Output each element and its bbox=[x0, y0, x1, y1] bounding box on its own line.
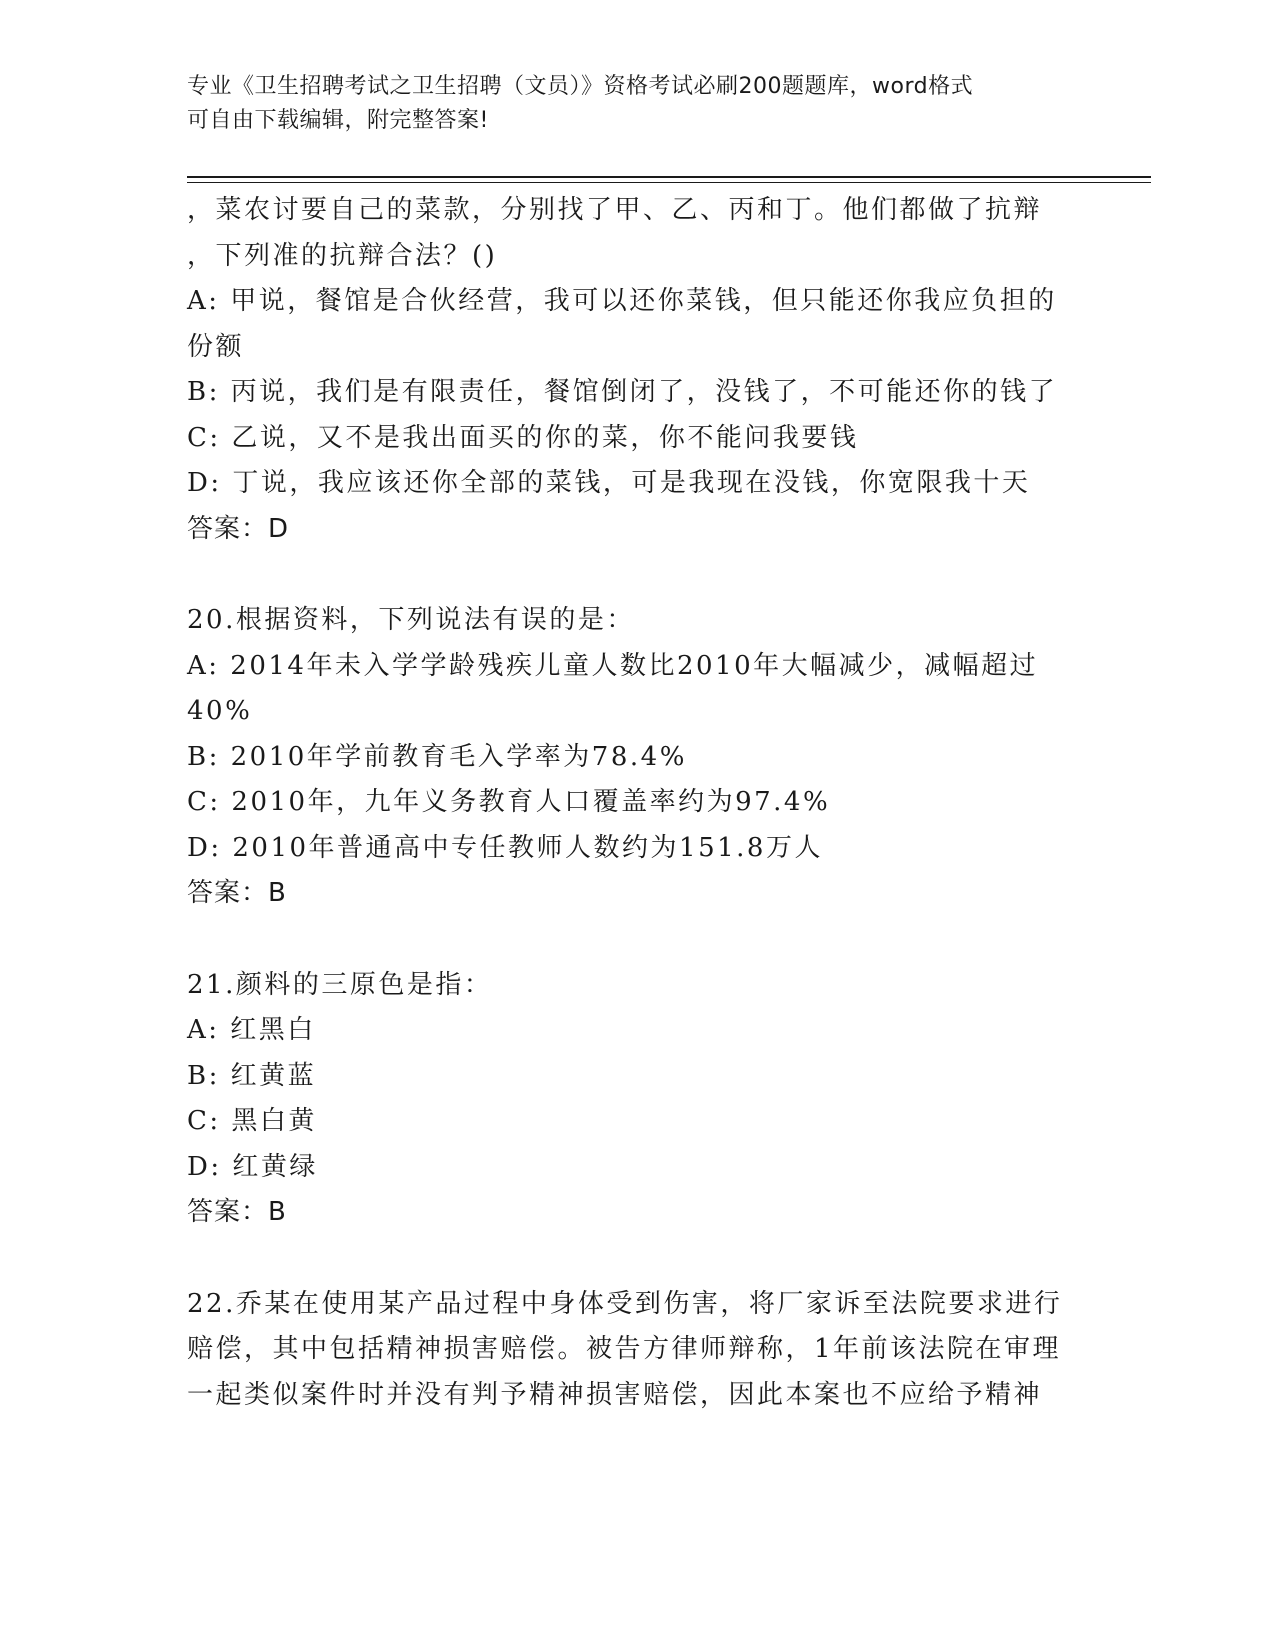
option-d: D: 红黄绿 bbox=[187, 1151, 318, 1182]
question-stem-line: 22.乔某在使用某产品过程中身体受到伤害，将厂家诉至法院要求进行 bbox=[187, 1288, 1063, 1319]
question-21 bbox=[187, 963, 1127, 1236]
option-c: C: 乙说，又不是我出面买的你的菜，你不能问我要钱 bbox=[187, 422, 859, 453]
option-a: A: 红黑白 bbox=[187, 1015, 316, 1045]
option-d: D: 丁说，我应该还你全部的菜钱，可是我现在没钱，你宽限我十天 bbox=[187, 468, 1031, 498]
question-stem-line: 赔偿，其中包括精神损害赔偿。被告方律师辩称，1年前该法院在审理 bbox=[187, 1334, 1062, 1364]
answer: 答案：B bbox=[187, 878, 287, 908]
question-20 bbox=[187, 598, 1127, 917]
option-c: C: 黑白黄 bbox=[187, 1106, 317, 1136]
option-a: A: 2014年未入学学龄残疾儿童人数比2010年大幅减少，减幅超过 bbox=[187, 650, 1039, 681]
option-d: D: 2010年普通高中专任教师人数约为151.8万人 bbox=[187, 832, 823, 863]
header-line-1: 专业《卫生招聘考试之卫生招聘（文员）》资格考试必刷200题题库，word格式 bbox=[187, 74, 974, 99]
document-header bbox=[187, 70, 1087, 138]
spacer bbox=[187, 917, 1127, 963]
header-divider bbox=[187, 176, 1151, 183]
header-line-2: 可自由下载编辑，附完整答案! bbox=[187, 108, 489, 133]
answer: 答案：D bbox=[187, 513, 290, 544]
option-b: B: 丙说，我们是有限责任，餐馆倒闭了，没钱了，不可能还你的钱了 bbox=[187, 377, 1058, 407]
option-b: B: 2010年学前教育毛入学率为78.4% bbox=[187, 741, 687, 772]
option-a: A: 甲说，餐馆是合伙经营，我可以还你菜钱，但只能还你我应负担的 bbox=[187, 286, 1057, 316]
option-b: B: 红黄蓝 bbox=[187, 1060, 317, 1091]
option-a-continued: 40% bbox=[187, 696, 253, 726]
question-stem-line: 一起类似案件时并没有判予精神损害赔偿，因此本案也不应给予精神 bbox=[187, 1379, 1043, 1410]
spacer bbox=[187, 552, 1127, 598]
option-c: C: 2010年，九年义务教育人口覆盖率约为97.4% bbox=[187, 787, 831, 817]
answer: 答案：B bbox=[187, 1197, 287, 1227]
spacer bbox=[187, 1236, 1127, 1282]
question-22 bbox=[187, 1282, 1127, 1419]
question-stem: 20.根据资料，下列说法有误的是： bbox=[187, 605, 635, 635]
question-stem-line: ，菜农讨要自己的菜款，分别找了甲、乙、丙和丁。他们都做了抗辩 bbox=[187, 195, 1043, 225]
question-19 bbox=[187, 188, 1127, 552]
question-stem: 21.颜料的三原色是指： bbox=[187, 969, 493, 1000]
question-stem-line: ，下列准的抗辩合法？() bbox=[187, 240, 498, 271]
question-list bbox=[187, 188, 1127, 1418]
option-a-continued: 份额 bbox=[187, 331, 245, 362]
